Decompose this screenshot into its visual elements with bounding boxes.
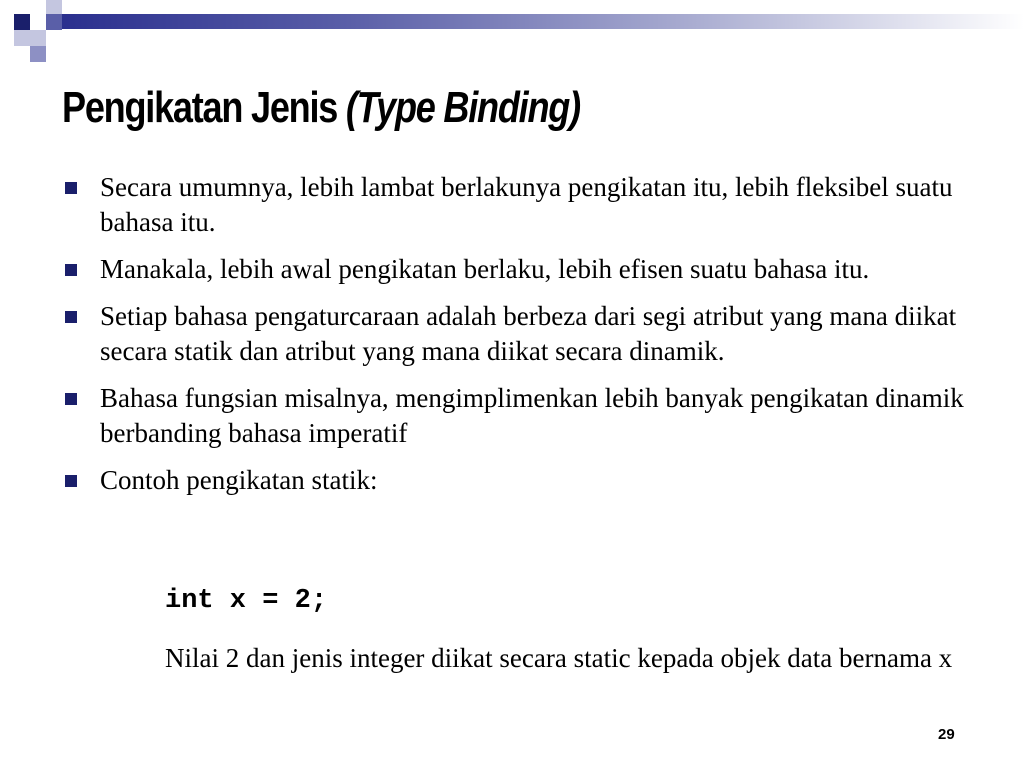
bullet-item [64,463,964,498]
bullet-text: Contoh pengikatan statik: [100,465,378,495]
bullet-item [64,170,964,240]
decor-square-mid [30,46,46,62]
square-bullet-icon [65,182,77,194]
bullet-text: Secara umumnya, lebih lambat berlakunya pengikatan itu, lebih fleksibel suatu bahasa itu. [100,172,953,237]
bullet-text: Manakala, lebih awal pengikatan berlaku, lebih efisen suatu bahasa itu. [100,254,870,284]
bullet-text: Bahasa fungsian misalnya, mengimplimenkan lebih banyak pengikatan dinamik berbanding bahasa imperatif [100,383,964,448]
square-bullet-icon [65,475,77,487]
bullet-item [64,252,964,287]
page-number: 29 [938,726,955,743]
code-example: int x = 2; [165,586,328,616]
bullet-item [64,299,964,369]
bullet-text: Setiap bahasa pengaturcaraan adalah berbeza dari segi atribut yang mana diikat secara statik dan atribut yang mana diikat secara dinamik. [100,301,957,366]
header-gradient-bar [60,14,1024,29]
square-bullet-icon [65,311,77,323]
slide-title-italic: (Type Binding) [345,83,580,132]
decor-square-mid [46,14,62,30]
slide-title-main: Pengikatan Jenis [62,83,346,132]
example-note: Nilai 2 dan jenis integer diikat secara static kepada objek data bernama x [165,643,953,673]
square-bullet-icon [65,264,77,276]
decor-square-dark [14,14,30,30]
square-bullet-icon [65,393,77,405]
bullet-list [64,170,964,510]
decor-square-light [14,30,30,46]
slide-title [62,84,580,132]
decor-square-light [30,30,46,46]
bullet-item [64,381,964,451]
